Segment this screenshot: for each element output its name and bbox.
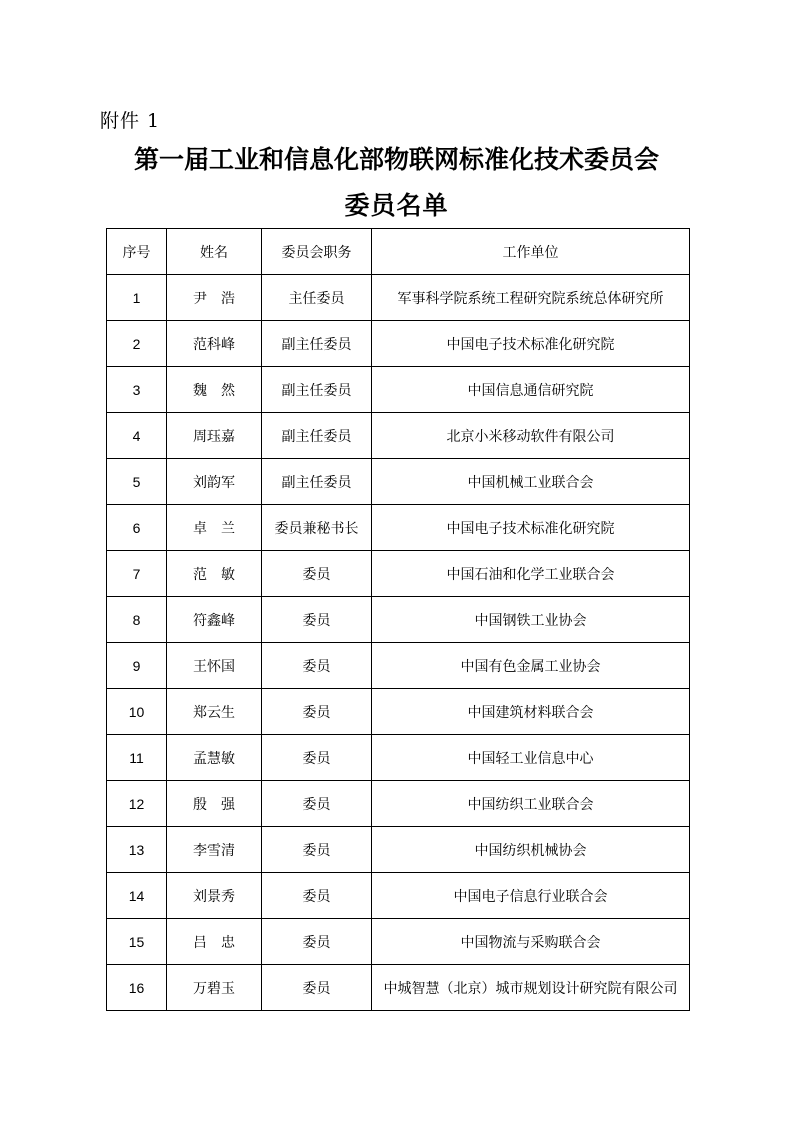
cell-role: 委员	[262, 873, 372, 919]
cell-index: 2	[107, 321, 167, 367]
table-row	[107, 919, 690, 965]
cell-role: 副主任委员	[262, 459, 372, 505]
document-subtitle: 委员名单	[344, 191, 449, 220]
header-role: 委员会职务	[262, 229, 372, 275]
table-row	[107, 321, 690, 367]
cell-role: 委员	[262, 735, 372, 781]
cell-role: 委员	[262, 965, 372, 1011]
table-row	[107, 551, 690, 597]
cell-role: 委员	[262, 689, 372, 735]
cell-name: 吕 忠	[167, 919, 262, 965]
cell-role: 主任委员	[262, 275, 372, 321]
cell-index: 9	[107, 643, 167, 689]
document-title: 第一届工业和信息化部物联网标准化技术委员会	[133, 145, 659, 174]
cell-unit: 中城智慧（北京）城市规划设计研究院有限公司	[372, 965, 690, 1011]
table-row	[107, 597, 690, 643]
cell-role: 副主任委员	[262, 413, 372, 459]
table-row	[107, 275, 690, 321]
cell-unit: 中国物流与采购联合会	[372, 919, 690, 965]
member-table	[106, 228, 690, 1011]
cell-unit: 中国石油和化学工业联合会	[372, 551, 690, 597]
table-row	[107, 367, 690, 413]
cell-unit: 中国纺织机械协会	[372, 827, 690, 873]
cell-name: 刘景秀	[167, 873, 262, 919]
cell-role: 委员	[262, 551, 372, 597]
cell-index: 6	[107, 505, 167, 551]
cell-unit: 中国机械工业联合会	[372, 459, 690, 505]
cell-name: 符鑫峰	[167, 597, 262, 643]
cell-index: 4	[107, 413, 167, 459]
cell-name: 刘韵军	[167, 459, 262, 505]
table-row	[107, 459, 690, 505]
cell-index: 8	[107, 597, 167, 643]
cell-name: 万碧玉	[167, 965, 262, 1011]
cell-unit: 中国电子技术标准化研究院	[372, 505, 690, 551]
cell-name: 卓 兰	[167, 505, 262, 551]
table-row	[107, 413, 690, 459]
cell-index: 15	[107, 919, 167, 965]
cell-role: 委员	[262, 919, 372, 965]
cell-unit: 中国纺织工业联合会	[372, 781, 690, 827]
table-row	[107, 689, 690, 735]
cell-role: 副主任委员	[262, 321, 372, 367]
cell-name: 范 敏	[167, 551, 262, 597]
table-row	[107, 873, 690, 919]
cell-role: 委员	[262, 597, 372, 643]
cell-index: 14	[107, 873, 167, 919]
table-row	[107, 781, 690, 827]
header-name: 姓名	[167, 229, 262, 275]
table-row	[107, 965, 690, 1011]
cell-unit: 中国信息通信研究院	[372, 367, 690, 413]
cell-name: 王怀国	[167, 643, 262, 689]
cell-unit: 中国建筑材料联合会	[372, 689, 690, 735]
cell-unit: 中国电子技术标准化研究院	[372, 321, 690, 367]
cell-index: 5	[107, 459, 167, 505]
cell-role: 委员兼秘书长	[262, 505, 372, 551]
cell-index: 11	[107, 735, 167, 781]
cell-name: 魏 然	[167, 367, 262, 413]
cell-name: 孟慧敏	[167, 735, 262, 781]
cell-index: 16	[107, 965, 167, 1011]
cell-index: 1	[107, 275, 167, 321]
cell-name: 殷 强	[167, 781, 262, 827]
cell-name: 范科峰	[167, 321, 262, 367]
cell-unit: 北京小米移动软件有限公司	[372, 413, 690, 459]
table-row	[107, 643, 690, 689]
cell-role: 副主任委员	[262, 367, 372, 413]
cell-name: 郑云生	[167, 689, 262, 735]
header-unit: 工作单位	[372, 229, 690, 275]
cell-unit: 军事科学院系统工程研究院系统总体研究所	[372, 275, 690, 321]
cell-unit: 中国钢铁工业协会	[372, 597, 690, 643]
cell-index: 12	[107, 781, 167, 827]
cell-name: 尹 浩	[167, 275, 262, 321]
attachment-label: 附件 1	[100, 110, 161, 132]
table-row	[107, 505, 690, 551]
cell-role: 委员	[262, 827, 372, 873]
cell-index: 10	[107, 689, 167, 735]
table-row	[107, 735, 690, 781]
cell-index: 13	[107, 827, 167, 873]
cell-role: 委员	[262, 643, 372, 689]
cell-name: 周珏嘉	[167, 413, 262, 459]
cell-index: 7	[107, 551, 167, 597]
table-header-row	[107, 229, 690, 275]
cell-index: 3	[107, 367, 167, 413]
cell-unit: 中国有色金属工业协会	[372, 643, 690, 689]
cell-role: 委员	[262, 781, 372, 827]
cell-unit: 中国轻工业信息中心	[372, 735, 690, 781]
cell-unit: 中国电子信息行业联合会	[372, 873, 690, 919]
table-row	[107, 827, 690, 873]
header-index: 序号	[107, 229, 167, 275]
cell-name: 李雪清	[167, 827, 262, 873]
